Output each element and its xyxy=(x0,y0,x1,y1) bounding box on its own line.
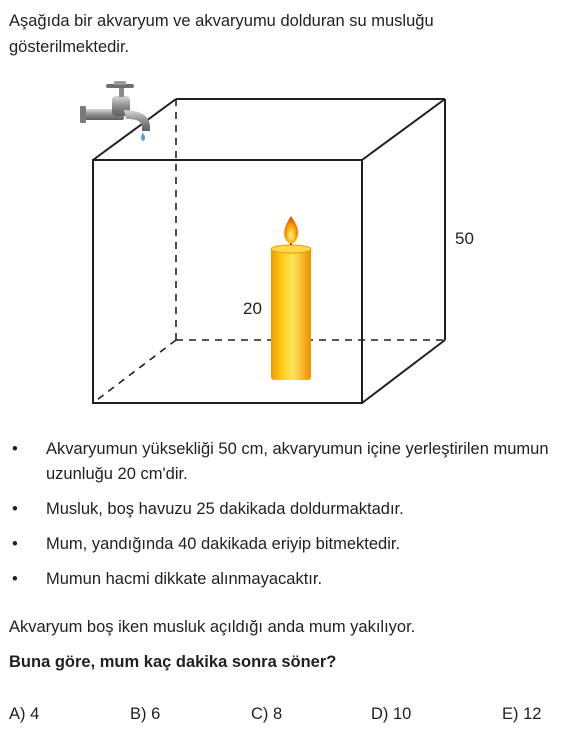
flame-icon xyxy=(284,216,298,244)
candle-length-label: 20 xyxy=(243,299,262,318)
bullet-icon: • xyxy=(12,500,18,518)
height-label: 50 xyxy=(455,229,474,248)
list-item: • Akvaryumun yüksekliği 50 cm, akvaryumun içine yerleştirilen mumun uzunluğu 20 cm'dir. xyxy=(0,437,565,487)
statement-text: Akvaryum boş iken musluk açıldığı anda mum yakılıyor. xyxy=(9,618,416,636)
list-item: • Mumun hacmi dikkate alınmayacaktır. xyxy=(0,567,565,592)
list-item: • Mum, yandığında 40 dakikada eriyip bitmektedir. xyxy=(0,532,565,557)
option-d[interactable]: D) 10 xyxy=(371,705,412,723)
bullet-icon: • xyxy=(12,570,18,588)
answer-options xyxy=(9,702,557,726)
hidden-edges xyxy=(93,99,445,403)
option-a[interactable]: A) 4 xyxy=(9,705,40,723)
intro-text: Aşağıda bir akvaryum ve akvaryumu dolduran su musluğu gösterilmektedir. xyxy=(9,12,434,56)
question-text: Buna göre, mum kaç dakika sonra söner? xyxy=(9,653,337,671)
candle xyxy=(271,216,311,380)
option-b[interactable]: B) 6 xyxy=(130,705,161,723)
list-item: • Musluk, boş havuzu 25 dakikada doldurmaktadır. xyxy=(0,497,565,522)
bullet-icon: • xyxy=(12,535,18,553)
given-info-list xyxy=(0,437,565,602)
faucet-icon xyxy=(80,81,150,141)
option-c[interactable]: C) 8 xyxy=(251,705,283,723)
bullet-icon: • xyxy=(12,440,18,458)
visible-edges xyxy=(93,99,445,403)
option-e[interactable]: E) 12 xyxy=(502,705,542,723)
